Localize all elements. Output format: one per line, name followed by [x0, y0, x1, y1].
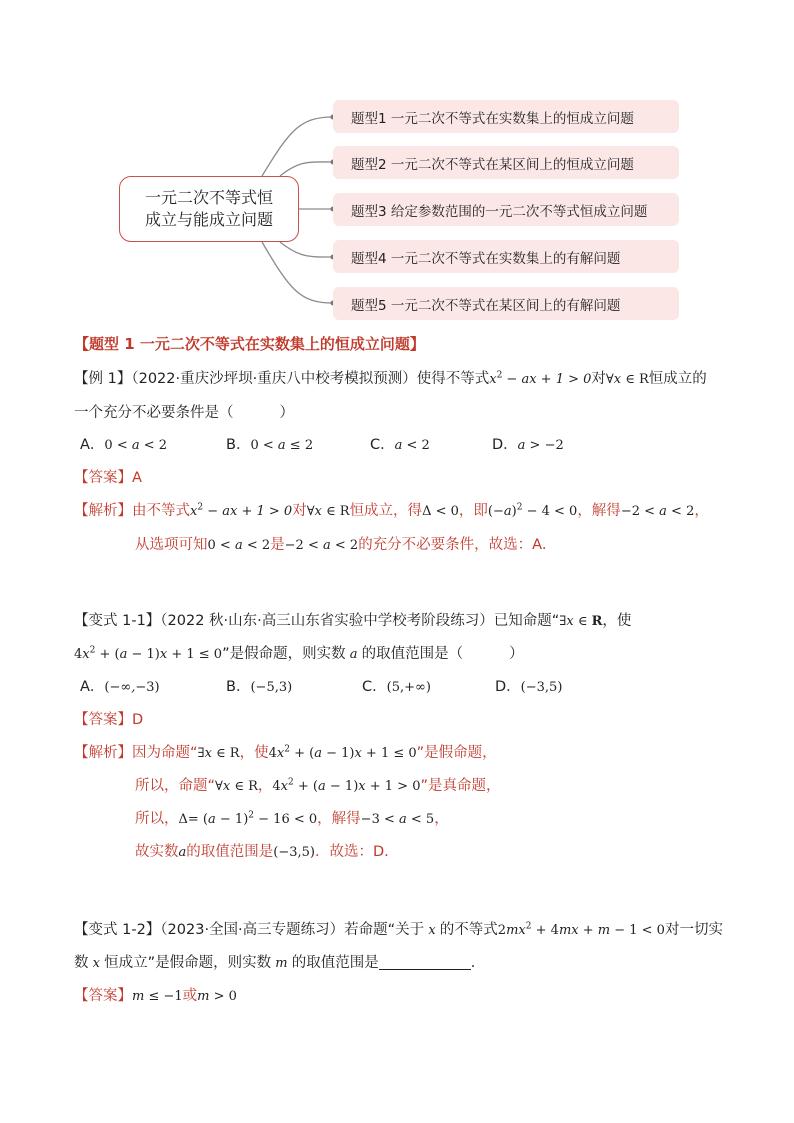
mindmap-topic-2: 题型2 一元二次不等式在某区间上的恒成立问题: [333, 146, 679, 179]
variant11-analysis-line1: 【解析】因为命题“∃x ∈ R，使$4x^2 + (a - 1)x + 1 \le 0$”是假命题，: [74, 744, 497, 761]
variant11-line1: 【变式 1-1】（2022 秋·山东·高三山东省实验中学校考阶段练习）已知命题“∃x ∈ R，使: [74, 613, 632, 629]
variant11-answer: 【答案】D: [74, 712, 144, 728]
example1-source: （2022·重庆沙坪坝·重庆八中校考模拟预测）使得不等式: [131, 371, 490, 387]
math-inequality: $x^2$ − ax + 1 > 0: [489, 370, 592, 387]
example1-option-c: C．a < 2: [370, 437, 430, 453]
mindmap-topic-3: 题型3 给定参数范围的一元二次不等式恒成立问题: [333, 193, 679, 226]
variant11-analysis-line3: 所以，$\Delta= (a - 1)^2 - 16 < 0$，解得−3 < a < 5，: [135, 810, 449, 827]
variant12-answer: 【答案】m ≤ −1或m > 0: [74, 988, 237, 1004]
answer-blank[interactable]: [379, 955, 471, 970]
section-title: 【题型 1 一元二次不等式在实数集上的恒成立问题】: [74, 335, 425, 353]
example1-line2: 一个充分不必要条件是（ ）: [74, 405, 294, 421]
variant11-analysis-line2: 所以，命题“∀x ∈ R，$4x^2 + (a - 1)x + 1 > 0$”是真命题，: [135, 777, 501, 794]
mindmap-center-node: 一元二次不等式恒成立与能成立问题: [119, 176, 299, 242]
mindmap-topic-5: 题型5 一元二次不等式在某区间上的有解问题: [333, 287, 679, 320]
variant11-option-a: A．(−∞,−3): [80, 679, 160, 695]
variant11-analysis-line4: 故实数a的取值范围是(−3,5)．故选：D.: [135, 844, 389, 860]
example1-analysis-line2: 从选项可知0 < a < 2是−2 < a < 2的充分不必要条件，故选：A.: [135, 537, 547, 553]
example1-option-a: A．0 < a < 2: [80, 437, 168, 453]
example1-answer: 【答案】A: [74, 470, 142, 486]
variant12-line2: 数 x 恒成立”是假命题，则实数 m 的取值范围是 ．: [74, 955, 486, 971]
variant11-option-d: D．(−3,5): [495, 679, 563, 695]
example1-option-b: B．0 < a ≤ 2: [226, 437, 314, 453]
example1-option-d: D．a > −2: [492, 437, 564, 453]
mindmap-topic-1: 题型1 一元二次不等式在实数集上的恒成立问题: [333, 100, 679, 133]
mindmap-topic-4: 题型4 一元二次不等式在实数集上的有解问题: [333, 240, 679, 273]
example1-analysis-line1: 【解析】由不等式$x^2$ − ax + 1 > 0对∀x ∈ R恒成立，得Δ < 0，即$(-a)^2 - 4 < 0$，解得−2 < a < 2，: [74, 502, 709, 519]
variant11-option-b: B．(−5,3): [226, 679, 293, 695]
example1-tag: 【例 1】: [74, 371, 132, 387]
math-forall-x: ∀x ∈ R: [605, 372, 649, 387]
example1-line1: 【例 1】（2022·重庆沙坪坝·重庆八中校考模拟预测）使得不等式$x^2$ − ax + 1 > 0对∀x ∈ R恒成立的: [74, 370, 707, 387]
variant11-line2: $4x^2 + (a - 1)x + 1 \le 0$”是假命题，则实数 a 的取值范围是（ ）: [74, 645, 524, 662]
variant12-line1: 【变式 1-2】（2023·全国·高三专题练习）若命题“关于 x 的不等式$2mx^2 + 4mx + m - 1 < 0$对一切实: [74, 921, 723, 938]
variant11-option-c: C．(5,+∞): [362, 679, 431, 695]
variant12-tag: 【变式 1-2】: [74, 922, 161, 938]
variant11-tag: 【变式 1-1】: [74, 613, 161, 629]
mind-map: [0, 0, 794, 330]
